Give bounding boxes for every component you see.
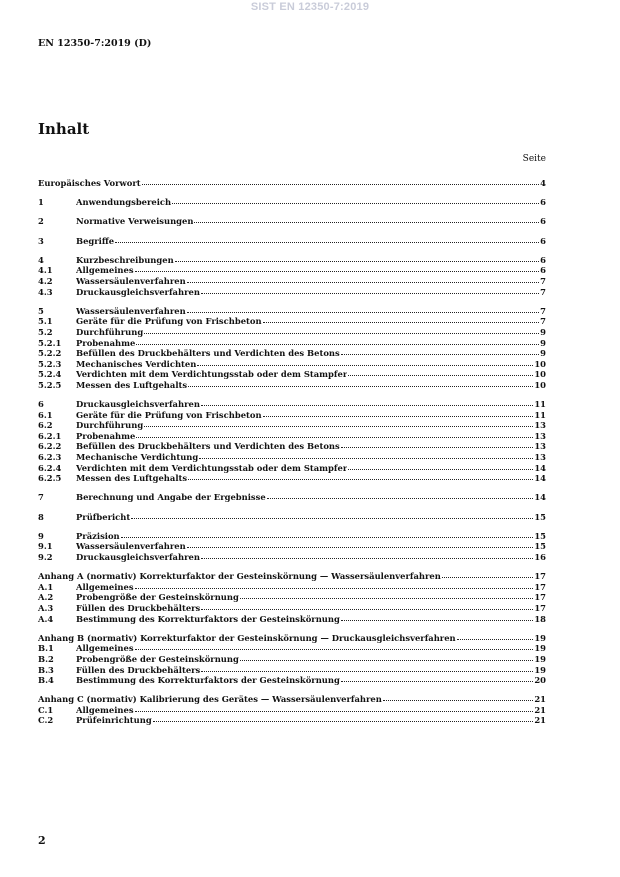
toc-entry-page: 17: [534, 581, 546, 592]
toc-entry[interactable]: [38, 675, 546, 686]
toc-entry-page: 9: [540, 348, 546, 359]
dot-leader: [135, 588, 534, 589]
toc-entry[interactable]: [38, 571, 546, 582]
toc-heading: Inhalt: [38, 120, 90, 138]
toc-entry[interactable]: [38, 276, 546, 287]
toc-entry-number: 2: [38, 216, 44, 227]
dot-leader: [194, 222, 539, 223]
toc-entry-title: Präzision: [76, 530, 120, 541]
toc-entry-number: 6.2.4: [38, 462, 62, 473]
dot-leader: [263, 416, 534, 417]
toc-entry-title: Füllen des Druckbehälters: [76, 602, 201, 613]
toc-entry[interactable]: [38, 705, 546, 716]
toc-entry-title: Probengröße der Gesteinskörnung: [76, 653, 239, 664]
toc-entry-page: 14: [534, 492, 546, 503]
toc-entry-title: Kurzbeschreibungen: [76, 254, 174, 265]
toc-entry-number: 4: [38, 254, 44, 265]
toc-entry[interactable]: [38, 359, 546, 370]
toc-entry-title: Allgemeines: [76, 581, 134, 592]
dot-leader: [348, 375, 533, 376]
toc-entry-page: 14: [534, 462, 546, 473]
toc-entry-page: 18: [534, 613, 546, 624]
toc-entry[interactable]: [38, 512, 546, 523]
toc-entry-page: 11: [534, 399, 546, 410]
dot-leader: [188, 386, 533, 387]
toc-entry-number: 9.1: [38, 541, 53, 552]
dot-leader: [267, 498, 534, 499]
toc-entry-page: 9: [540, 326, 546, 337]
toc-entry-title: Verdichten mit dem Verdichtungsstab oder dem Stampfer: [76, 369, 348, 380]
toc-entry-title: Wassersäulenverfahren: [76, 305, 186, 316]
page-column-label: Seite: [522, 154, 546, 164]
toc-entry-title: Allgemeines: [76, 265, 134, 276]
toc-entry[interactable]: [38, 236, 546, 247]
dot-leader: [153, 721, 534, 722]
dot-leader: [175, 261, 540, 262]
dot-leader: [172, 203, 539, 204]
toc-entry-page: 17: [534, 602, 546, 613]
toc-entry-page: 7: [540, 286, 546, 297]
toc-entry-title: Druckausgleichsverfahren: [76, 399, 200, 410]
toc-entry-number: 6.2: [38, 420, 53, 431]
toc-entry-page: 9: [540, 337, 546, 348]
toc-entry[interactable]: [38, 463, 546, 474]
toc-entry[interactable]: [38, 492, 546, 503]
toc-entry-page: 16: [534, 551, 546, 562]
toc-entry[interactable]: [38, 316, 546, 327]
toc-entry-title: Messen des Luftgehalts: [76, 379, 188, 390]
toc-entry-title: Mechanische Verdichtung: [76, 452, 199, 463]
toc-entry[interactable]: [38, 614, 546, 625]
toc-entry-page: 7: [540, 316, 546, 327]
toc-entry-title: Befüllen des Druckbehälters und Verdichten des Betons: [76, 441, 340, 452]
toc-entry-page: 21: [534, 704, 546, 715]
toc-entry-title: Messen des Luftgehalts: [76, 473, 188, 484]
toc-entry[interactable]: [38, 541, 546, 552]
toc-entry-title: Europäisches Vorwort: [38, 178, 141, 188]
dot-leader: [383, 700, 534, 701]
dot-leader: [240, 598, 533, 599]
toc-entry-number: B.1: [38, 643, 54, 654]
toc-entry-page: 15: [534, 541, 546, 552]
toc-entry[interactable]: [38, 327, 546, 338]
toc-entry[interactable]: [38, 197, 546, 208]
toc-entry-page: 20: [534, 675, 546, 686]
toc-entry[interactable]: [38, 348, 546, 359]
toc-entry[interactable]: [38, 531, 546, 542]
toc-entry-number: 8: [38, 511, 44, 522]
dot-leader: [201, 405, 533, 406]
toc-entry[interactable]: [38, 473, 546, 484]
toc-entry-title: Prüfbericht: [76, 511, 131, 522]
toc-entry-title: Allgemeines: [76, 704, 134, 715]
dot-leader: [201, 293, 539, 294]
dot-leader: [240, 660, 533, 661]
toc-entry[interactable]: [38, 694, 546, 705]
toc-entry[interactable]: [38, 265, 546, 276]
toc-entry[interactable]: [38, 420, 546, 431]
toc-entry-number: B.4: [38, 675, 54, 686]
toc-entry-number: C.1: [38, 704, 54, 715]
toc-entry-number: 3: [38, 235, 44, 246]
toc-entry-title: Anhang B (normativ) Korrekturfaktor der Gesteinskörnung — Druckausgleichsverfahren: [38, 632, 456, 643]
toc-entry-title: Anhang C (normativ) Kalibrierung des Gerätes — Wassersäulenverfahren: [38, 694, 382, 705]
toc-entry-page: 15: [534, 511, 546, 522]
document-id: EN 12350-7:2019 (D): [38, 38, 152, 49]
toc-entry-title: Normative Verweisungen: [76, 216, 194, 227]
toc-entry-page: 19: [534, 643, 546, 654]
toc-entry-page: 6: [540, 235, 546, 246]
toc-entry-number: 9: [38, 530, 44, 541]
toc-entry[interactable]: [38, 715, 546, 726]
dot-leader: [201, 558, 533, 559]
toc-entry-number: A.3: [38, 602, 54, 613]
dot-leader: [115, 242, 539, 243]
dot-leader: [144, 333, 539, 334]
toc-entry-number: 6.2.3: [38, 452, 62, 463]
dot-leader: [197, 365, 533, 366]
toc-entry-page: 19: [534, 653, 546, 664]
toc-entry[interactable]: [38, 410, 546, 421]
toc-entry[interactable]: [38, 216, 546, 227]
toc-entry-title: Verdichten mit dem Verdichtungsstab oder dem Stampfer: [76, 462, 348, 473]
dot-leader: [341, 681, 534, 682]
dot-leader: [136, 437, 533, 438]
toc-entry[interactable]: [38, 287, 546, 298]
dot-leader: [187, 547, 534, 548]
toc-entry[interactable]: [38, 380, 546, 391]
toc-entry-page: 17: [534, 592, 546, 603]
toc-entry-title: Durchführung: [76, 326, 144, 337]
toc-entry[interactable]: [38, 255, 546, 266]
toc-entry-title: Probenahme: [76, 430, 136, 441]
toc-entry-number: 5.2.3: [38, 358, 62, 369]
toc-entry-number: A.4: [38, 613, 54, 624]
toc-entry[interactable]: [38, 399, 546, 410]
table-of-contents: [38, 178, 546, 726]
dot-leader: [341, 354, 539, 355]
toc-entry-title: Anwendungsbereich: [76, 197, 172, 208]
toc-entry[interactable]: [38, 431, 546, 442]
toc-entry-number: 5.2.4: [38, 369, 62, 380]
toc-entry-title: Mechanisches Verdichten: [76, 358, 197, 369]
toc-entry-title: Befüllen des Druckbehälters und Verdichten des Betons: [76, 348, 340, 359]
toc-entry-number: 5.2.2: [38, 348, 62, 359]
toc-entry-number: 6.1: [38, 409, 53, 420]
dot-leader: [263, 322, 540, 323]
toc-entry-title: Geräte für die Prüfung von Frischbeton: [76, 409, 262, 420]
toc-entry-page: 13: [534, 441, 546, 452]
toc-entry-title: Begriffe: [76, 235, 115, 246]
toc-entry-title: Allgemeines: [76, 643, 134, 654]
dot-leader: [187, 282, 540, 283]
toc-entry-page: 10: [534, 358, 546, 369]
toc-entry-page: 4: [540, 178, 546, 188]
toc-entry-title: Anhang A (normativ) Korrekturfaktor der Gesteinskörnung — Wassersäulenverfahren: [38, 571, 441, 582]
toc-entry-page: 19: [534, 664, 546, 675]
toc-entry-number: 5: [38, 305, 44, 316]
toc-entry-number: 5.2.5: [38, 379, 62, 390]
toc-entry[interactable]: [38, 643, 546, 654]
watermark: SIST EN 12350-7:2019: [250, 1, 370, 13]
dot-leader: [142, 184, 540, 185]
dot-leader: [135, 649, 534, 650]
dot-leader: [199, 458, 533, 459]
toc-entry-title: Geräte für die Prüfung von Frischbeton: [76, 316, 262, 327]
dot-leader: [457, 639, 534, 640]
toc-entry-page: 19: [534, 632, 546, 643]
toc-entry[interactable]: [38, 633, 546, 644]
toc-entry-number: 6: [38, 399, 44, 410]
toc-entry[interactable]: [38, 592, 546, 603]
dot-leader: [341, 620, 534, 621]
toc-entry[interactable]: [38, 552, 546, 563]
toc-entry-title: Bestimmung des Korrekturfaktors der Gesteinskörnung: [76, 675, 340, 686]
toc-entry[interactable]: [38, 452, 546, 463]
toc-entry-title: Wassersäulenverfahren: [76, 275, 186, 286]
toc-entry-page: 6: [540, 216, 546, 227]
toc-entry[interactable]: [38, 338, 546, 349]
toc-entry-title: Wassersäulenverfahren: [76, 541, 186, 552]
toc-entry-number: 5.2: [38, 326, 53, 337]
dot-leader: [131, 518, 533, 519]
toc-entry-number: 7: [38, 492, 44, 503]
dot-leader: [442, 577, 534, 578]
toc-entry[interactable]: [38, 441, 546, 452]
toc-entry-title: Druckausgleichsverfahren: [76, 551, 200, 562]
toc-entry-number: 4.1: [38, 265, 53, 276]
toc-entry-title: Berechnung und Angabe der Ergebnisse: [76, 492, 266, 503]
toc-entry-page: 7: [540, 305, 546, 316]
toc-entry-number: A.2: [38, 592, 54, 603]
toc-entry-page: 21: [534, 715, 546, 726]
toc-entry-number: A.1: [38, 581, 54, 592]
page-number: 2: [38, 834, 46, 847]
dot-leader: [187, 312, 540, 313]
dot-leader: [135, 711, 534, 712]
toc-entry-page: 7: [540, 275, 546, 286]
dot-leader: [341, 447, 534, 448]
toc-entry-title: Probenahme: [76, 337, 136, 348]
toc-entry[interactable]: [38, 654, 546, 665]
toc-entry-page: 6: [540, 265, 546, 276]
toc-entry-number: 5.1: [38, 316, 53, 327]
toc-entry-title: Füllen des Druckbehälters: [76, 664, 201, 675]
toc-entry-number: C.2: [38, 715, 54, 726]
toc-entry-page: 13: [534, 430, 546, 441]
toc-entry-number: 4.3: [38, 286, 53, 297]
toc-entry-title: Druckausgleichsverfahren: [76, 286, 200, 297]
toc-entry-page: 11: [534, 409, 546, 420]
toc-entry-page: 14: [534, 473, 546, 484]
dot-leader: [201, 609, 533, 610]
toc-entry[interactable]: [38, 369, 546, 380]
toc-entry-page: 10: [534, 379, 546, 390]
toc-entry-page: 6: [540, 197, 546, 208]
dot-leader: [201, 671, 533, 672]
toc-entry-page: 6: [540, 254, 546, 265]
dot-leader: [188, 479, 533, 480]
toc-entry-number: 6.2.1: [38, 430, 62, 441]
toc-entry-title: Bestimmung des Korrekturfaktors der Gesteinskörnung: [76, 613, 340, 624]
toc-entry-title: Probengröße der Gesteinskörnung: [76, 592, 239, 603]
toc-entry-number: 6.2.2: [38, 441, 62, 452]
dot-leader: [136, 344, 539, 345]
toc-entry-title: Durchführung: [76, 420, 144, 431]
dot-leader: [348, 469, 533, 470]
dot-leader: [144, 426, 533, 427]
toc-entry-page: 10: [534, 369, 546, 380]
toc-entry-page: 13: [534, 452, 546, 463]
toc-entry-page: 13: [534, 420, 546, 431]
toc-entry-number: 4.2: [38, 275, 53, 286]
toc-entry-number: 9.2: [38, 551, 53, 562]
toc-entry[interactable]: [38, 178, 546, 189]
toc-entry[interactable]: [38, 306, 546, 317]
toc-entry[interactable]: [38, 582, 546, 593]
toc-entry-number: 5.2.1: [38, 337, 62, 348]
toc-entry-number: 1: [38, 197, 44, 208]
toc-entry[interactable]: [38, 603, 546, 614]
toc-entry-page: 21: [534, 694, 546, 705]
toc-entry-title: Prüfeinrichtung: [76, 715, 152, 726]
toc-entry-page: 15: [534, 530, 546, 541]
toc-entry-number: B.2: [38, 653, 54, 664]
dot-leader: [135, 271, 540, 272]
toc-entry-page: 17: [534, 571, 546, 582]
dot-leader: [121, 537, 534, 538]
toc-entry-number: B.3: [38, 664, 54, 675]
toc-entry[interactable]: [38, 665, 546, 676]
toc-entry-number: 6.2.5: [38, 473, 62, 484]
